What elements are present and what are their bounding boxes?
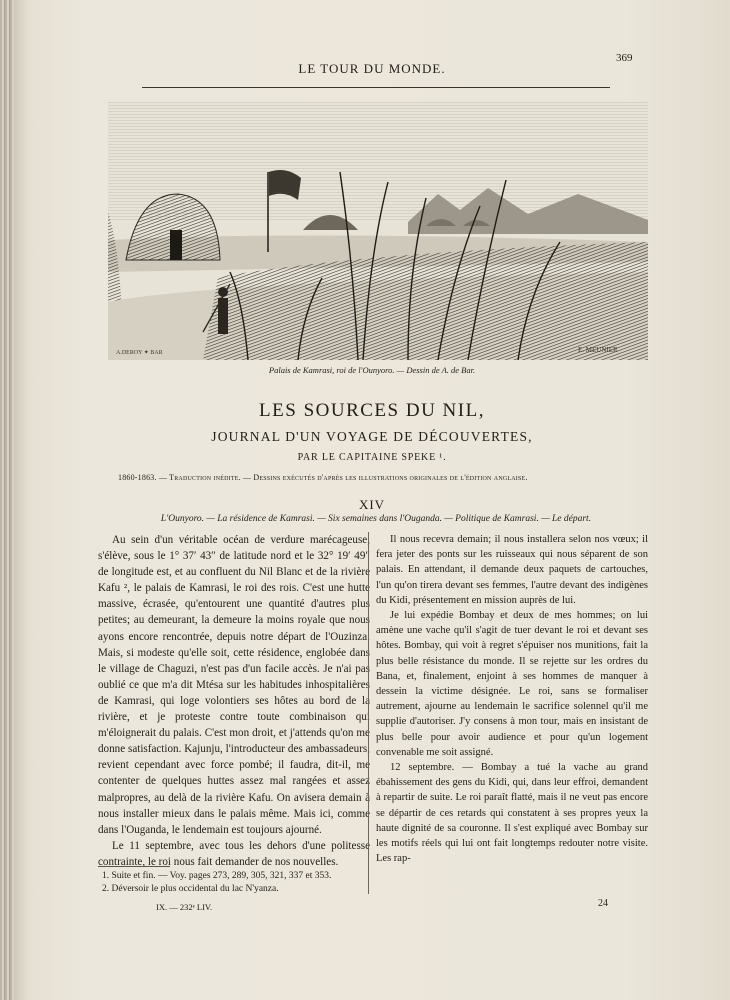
signature-mark-left: IX. — 232ᵉ LIV. <box>156 902 213 912</box>
edition-line: 1860-1863. — Traduction inédite. — Dessins exécutés d'après les illustrations originales de l'édition anglaise. <box>118 473 528 482</box>
paragraph: 12 septembre. — Bombay a tué la vache au grand ébahissement des gens du Kidi, qui, dans leur effroi, demandent à repartir de suite. Le roi paraît flatté, mais il ne veut pas encore se départir de ces retards qui constatent à ses propres yeux la haute dignité de sa couronne. Il s'est expliqué avec Bombay sur les motifs réels qui lui ont fait longtemps redouter notre visite. Les rap- <box>376 762 648 865</box>
book-page <box>14 0 730 1000</box>
running-title: LE TOUR DU MONDE. <box>298 61 446 76</box>
article-subtitle: JOURNAL D'UN VOYAGE DE DÉCOUVERTES, <box>211 429 533 444</box>
text-column-right <box>376 532 648 866</box>
page-number: 369 <box>616 52 633 64</box>
engraver-signature-left: A.DEROY ✦ BAR <box>116 350 163 356</box>
footnote: 2. Déversoir le plus occidental du lac N'yanza. <box>102 883 279 894</box>
paragraph: Il nous recevra demain; il nous installera selon nos vœux; il fera jeter des ponts sur les ruisseaux qui nous séparent de son palais. En attendant, il demande deux paquets de cartouches, l'un qu'on tirera devant ses femmes, l'autre devant des indigènes du Kidi, présentement en mission auprès de lui. <box>376 534 648 606</box>
article-author: PAR LE CAPITAINE SPEKE ¹. <box>297 452 447 463</box>
footnotes <box>102 870 372 895</box>
article-title: LES SOURCES DU NIL, <box>259 400 485 421</box>
paragraph: Je lui expédie Bombay et deux de mes hommes; on lui amène une vache qu'il s'agit de tuer devant le roi et devant ses hôtes. Bombay, qui voit à regret s'épuiser nos munitions, fait la plus belle résistance du monde. Il se rejette sur les ordres du Bana, et, finalement, enjoint à ses hommes de manquer à dessein la victime désignée. Le roi, sans se formaliser autrement, ajourne au lendemain le sacrifice solennel qu'il me supplie d'autoriser. J'y consens à mon tour, mais en insistant de plus belle pour avoir audience et pour qu'un logement convenable me soit assigné. <box>376 610 648 758</box>
book-page-edge <box>0 0 14 1000</box>
chapter-summary: L'Ounyoro. — La résidence de Kamrasi. — Six semaines dans l'Ouganda. — Politique de Kamrasi. — Le départ. <box>160 514 592 524</box>
engraving-illustration <box>108 102 648 360</box>
illustration-caption: Palais de Kamrasi, roi de l'Ounyoro. — Dessin de A. de Bar. <box>268 365 476 375</box>
chapter-number: XIV <box>358 497 386 512</box>
paragraph: Le 11 septembre, avec tous les dehors d'une politesse contrainte, le roi nous fait demander de nos nouvelles. <box>98 839 370 868</box>
header-rule <box>142 87 610 88</box>
footnote-rule <box>98 866 170 867</box>
text-column-left <box>98 532 370 870</box>
engraver-signature-right: E. MEUNIER <box>578 346 618 354</box>
paragraph: Au sein d'un véritable océan de verdure marécageuse, s'élève, sous le 1° 37′ 43″ de latitude nord et le 32° 19′ 49″ de longitude est, et au confluent du Nil Blanc et de la rivière Kafu ², le palais de Kamrasi, le roi des rois. C'est une hutte massive, écrasée, qu'entourent une quantité d'autres plus petites; au demeurant, la demeure la moins royale que nous ayons encore rencontrée, depuis notre départ de l'Ouzinza. Mais, si modeste qu'elle soit, cette résidence, englobée dans le village de Chaguzi, n'est pas d'un facile accès. Je n'ai pas oublié ce que m'a dit Mtésa sur les habitudes inhospitalières de Kamrasi, qui loge volontiers ses hôtes au bord de la rivière, et je proteste contre toute combinaison qui m'éloignerait du palais. C'est mon droit, et j'attends qu'on me donne satisfaction. Kajunju, l'introducteur des ambassadeurs, revient cependant avec force pombé; il faudra, dit-il, me contenter de quelques huttes assez mal rangées et assez malpropres, au delà de la rivière Kafu. On avisera demain à nous installer mieux dans le palais même. Mais ici, comme dans l'Ouganda, le lendemain est toujours ajourné. <box>98 534 370 836</box>
footnote: 1. Suite et fin. — Voy. pages 273, 289, 305, 321, 337 et 353. <box>102 871 332 881</box>
signature-mark-right: 24 <box>598 898 608 909</box>
column-divider <box>368 532 369 894</box>
